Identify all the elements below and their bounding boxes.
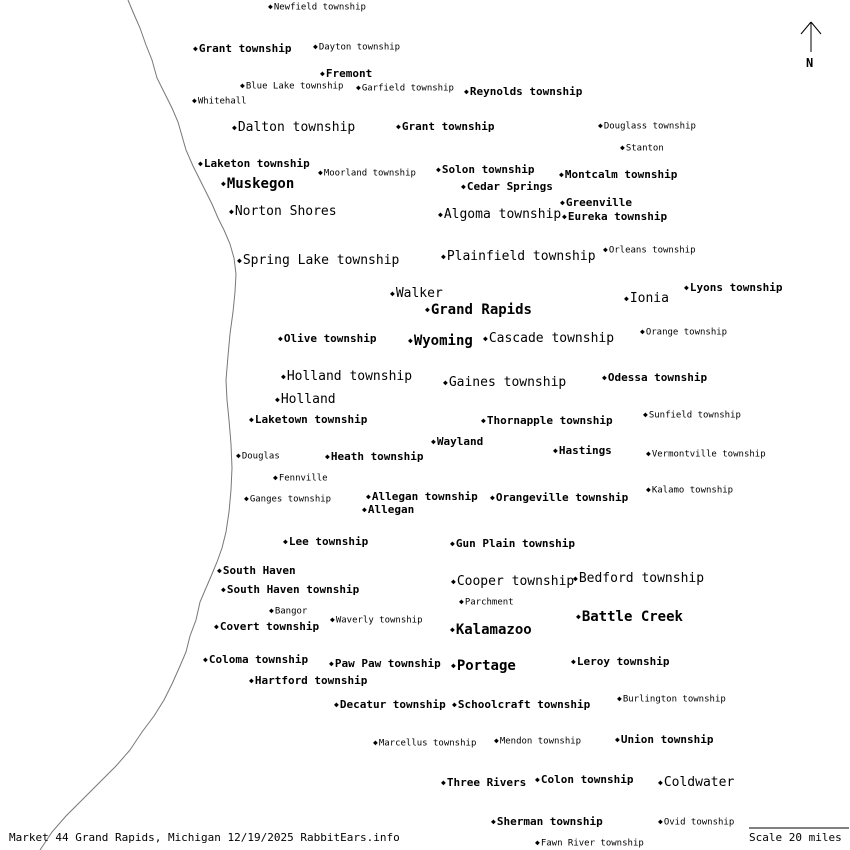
place-marker-icon: ◆ xyxy=(269,606,274,615)
place-label xyxy=(615,734,714,745)
place-label xyxy=(325,451,424,462)
place-name: Douglas xyxy=(241,451,280,462)
place-name: Douglass township xyxy=(603,121,696,132)
place-label xyxy=(373,739,476,749)
place-name: Grant township xyxy=(198,42,292,55)
place-name: Fremont xyxy=(325,67,373,80)
place-marker-icon: ◆ xyxy=(684,283,689,292)
place-label xyxy=(450,538,575,549)
place-marker-icon: ◆ xyxy=(203,655,208,664)
place-marker-icon: ◆ xyxy=(214,622,219,631)
place-name: Plainfield township xyxy=(446,249,596,264)
place-label xyxy=(193,43,292,54)
place-label xyxy=(431,436,483,447)
place-name: Mendon township xyxy=(499,736,582,747)
place-label xyxy=(236,452,280,462)
place-name: Dayton township xyxy=(318,42,401,53)
place-name: Laketown township xyxy=(254,413,368,426)
place-label xyxy=(451,659,516,673)
place-marker-icon: ◆ xyxy=(431,437,436,446)
place-name: South Haven xyxy=(222,564,296,577)
place-name: Coloma township xyxy=(208,653,309,666)
place-label xyxy=(269,607,307,617)
place-label xyxy=(232,121,355,134)
place-marker-icon: ◆ xyxy=(483,333,488,343)
place-marker-icon: ◆ xyxy=(573,573,578,583)
place-marker-icon: ◆ xyxy=(571,657,576,666)
place-label xyxy=(436,164,535,175)
place-label xyxy=(229,205,337,218)
place-name: Gun Plain township xyxy=(455,537,576,550)
place-label xyxy=(573,572,704,585)
place-label xyxy=(658,818,734,828)
place-marker-icon: ◆ xyxy=(450,625,455,634)
place-marker-icon: ◆ xyxy=(598,121,603,130)
place-label xyxy=(249,675,367,686)
place-label xyxy=(329,658,441,669)
place-marker-icon: ◆ xyxy=(198,159,203,168)
place-marker-icon: ◆ xyxy=(356,83,361,92)
place-name: Cedar Springs xyxy=(466,180,553,193)
place-name: Fennville xyxy=(278,473,328,484)
place-label xyxy=(535,839,644,849)
place-name: Cooper township xyxy=(456,574,575,589)
place-label xyxy=(396,121,495,132)
place-label xyxy=(562,211,667,222)
place-name: Montcalm township xyxy=(564,168,678,181)
place-marker-icon: ◆ xyxy=(249,415,254,424)
place-label xyxy=(571,656,670,667)
place-marker-icon: ◆ xyxy=(640,327,645,336)
place-name: Gaines township xyxy=(448,375,567,390)
place-name: Olive township xyxy=(283,332,377,345)
place-name: Eureka township xyxy=(567,210,668,223)
place-name: Orange township xyxy=(645,327,728,338)
place-label xyxy=(459,598,514,608)
place-marker-icon: ◆ xyxy=(624,293,629,303)
place-name: Ganges township xyxy=(249,494,332,505)
place-marker-icon: ◆ xyxy=(553,446,558,455)
place-name: Sunfield township xyxy=(648,410,741,421)
place-label xyxy=(244,495,331,505)
place-marker-icon: ◆ xyxy=(620,143,625,152)
place-marker-icon: ◆ xyxy=(362,505,367,514)
place-marker-icon: ◆ xyxy=(236,451,241,460)
place-name: Greenville xyxy=(565,196,633,209)
place-marker-icon: ◆ xyxy=(459,597,464,606)
place-marker-icon: ◆ xyxy=(658,817,663,826)
place-name: Wayland xyxy=(436,435,484,448)
place-marker-icon: ◆ xyxy=(464,87,469,96)
place-label xyxy=(441,250,596,263)
place-label xyxy=(217,565,296,576)
place-marker-icon: ◆ xyxy=(646,485,651,494)
place-name: Battle Creek xyxy=(581,609,683,625)
place-name: Spring Lake township xyxy=(242,253,400,268)
place-label xyxy=(240,82,343,92)
place-name: Vermontville township xyxy=(651,449,766,460)
place-name: Orleans township xyxy=(608,245,696,256)
place-label xyxy=(237,254,399,267)
map-footer: Market 44 Grand Rapids, Michigan 12/19/2025 RabbitEars.info xyxy=(9,831,400,844)
place-label xyxy=(464,86,582,97)
place-marker-icon: ◆ xyxy=(232,122,237,132)
place-name: Blue Lake township xyxy=(245,81,344,92)
place-name: Odessa township xyxy=(607,371,708,384)
place-marker-icon: ◆ xyxy=(217,566,222,575)
place-marker-icon: ◆ xyxy=(275,394,280,404)
place-marker-icon: ◆ xyxy=(268,2,273,11)
place-marker-icon: ◆ xyxy=(535,775,540,784)
place-name: Newfield township xyxy=(273,2,366,13)
place-label xyxy=(602,372,707,383)
place-label xyxy=(658,776,734,789)
place-label xyxy=(362,504,414,515)
place-label xyxy=(624,292,669,305)
place-name: Holland xyxy=(280,392,336,407)
place-name: Whitehall xyxy=(197,96,247,107)
place-label xyxy=(221,584,359,595)
place-name: Sherman township xyxy=(496,815,603,828)
place-marker-icon: ◆ xyxy=(373,738,378,747)
place-label xyxy=(268,3,366,13)
place-name: Grant township xyxy=(401,120,495,133)
place-marker-icon: ◆ xyxy=(249,676,254,685)
place-label xyxy=(451,575,574,588)
place-marker-icon: ◆ xyxy=(318,168,323,177)
place-marker-icon: ◆ xyxy=(562,212,567,221)
place-name: Schoolcraft township xyxy=(457,698,591,711)
place-name: Covert township xyxy=(219,620,320,633)
place-marker-icon: ◆ xyxy=(244,494,249,503)
place-marker-icon: ◆ xyxy=(646,449,651,458)
place-label xyxy=(684,282,783,293)
place-marker-icon: ◆ xyxy=(425,305,430,314)
place-name: Kalamazoo xyxy=(455,622,532,638)
place-label xyxy=(490,492,628,503)
place-marker-icon: ◆ xyxy=(461,182,466,191)
place-label xyxy=(192,97,247,107)
place-marker-icon: ◆ xyxy=(390,288,395,298)
place-marker-icon: ◆ xyxy=(441,778,446,787)
place-marker-icon: ◆ xyxy=(494,736,499,745)
place-name: Cascade township xyxy=(488,331,615,346)
place-label xyxy=(559,169,677,180)
place-label xyxy=(617,695,726,705)
place-marker-icon: ◆ xyxy=(452,700,457,709)
place-marker-icon: ◆ xyxy=(320,69,325,78)
place-marker-icon: ◆ xyxy=(658,777,663,787)
place-name: Lee township xyxy=(288,535,369,548)
place-name: Hastings xyxy=(558,444,612,457)
place-label xyxy=(366,491,478,502)
place-label xyxy=(313,43,400,53)
scale-label: Scale 20 miles xyxy=(749,831,842,844)
place-marker-icon: ◆ xyxy=(240,81,245,90)
place-name: Allegan xyxy=(367,503,415,516)
place-name: Bedford township xyxy=(578,571,705,586)
place-label xyxy=(390,287,443,300)
place-name: Hartford township xyxy=(254,674,368,687)
place-label xyxy=(598,122,696,132)
place-marker-icon: ◆ xyxy=(334,700,339,709)
place-label xyxy=(425,303,532,317)
place-marker-icon: ◆ xyxy=(481,416,486,425)
place-label xyxy=(283,536,368,547)
place-marker-icon: ◆ xyxy=(325,452,330,461)
place-name: Dalton township xyxy=(237,120,356,135)
place-label xyxy=(461,181,553,192)
place-name: South Haven township xyxy=(226,583,360,596)
place-label xyxy=(438,208,561,221)
place-marker-icon: ◆ xyxy=(643,410,648,419)
place-label xyxy=(318,169,416,179)
place-marker-icon: ◆ xyxy=(273,473,278,482)
place-label xyxy=(640,328,727,338)
place-marker-icon: ◆ xyxy=(229,206,234,216)
place-name: Fawn River township xyxy=(540,838,644,849)
place-name: Allegan township xyxy=(371,490,478,503)
place-marker-icon: ◆ xyxy=(278,334,283,343)
place-label xyxy=(603,246,696,256)
place-label xyxy=(535,774,634,785)
place-marker-icon: ◆ xyxy=(535,838,540,847)
place-name: Wyoming xyxy=(413,333,473,349)
place-label xyxy=(330,616,423,626)
place-name: Lyons township xyxy=(689,281,783,294)
place-name: Leroy township xyxy=(576,655,670,668)
place-marker-icon: ◆ xyxy=(330,615,335,624)
place-name: Parchment xyxy=(464,597,514,608)
place-name: Bangor xyxy=(274,606,308,617)
place-marker-icon: ◆ xyxy=(490,493,495,502)
place-name: Thornapple township xyxy=(486,414,613,427)
place-marker-icon: ◆ xyxy=(237,255,242,265)
place-marker-icon: ◆ xyxy=(221,585,226,594)
place-name: Colon township xyxy=(540,773,634,786)
place-label xyxy=(249,414,367,425)
place-label xyxy=(441,777,526,788)
place-label xyxy=(203,654,308,665)
lake-michigan-shoreline xyxy=(40,0,236,850)
place-label xyxy=(214,621,319,632)
place-label xyxy=(576,610,683,624)
place-marker-icon: ◆ xyxy=(193,44,198,53)
place-label xyxy=(334,699,446,710)
place-name: Solon township xyxy=(441,163,535,176)
place-marker-icon: ◆ xyxy=(617,694,622,703)
place-name: Reynolds township xyxy=(469,85,583,98)
place-label xyxy=(553,445,612,456)
place-name: Algoma township xyxy=(443,207,562,222)
place-label xyxy=(273,474,328,484)
place-marker-icon: ◆ xyxy=(441,251,446,261)
north-arrow xyxy=(801,22,821,52)
place-label xyxy=(198,158,310,169)
place-marker-icon: ◆ xyxy=(436,165,441,174)
place-label xyxy=(646,450,766,460)
place-name: Paw Paw township xyxy=(334,657,441,670)
place-name: Coldwater xyxy=(663,775,735,790)
place-name: Ovid township xyxy=(663,817,735,828)
place-marker-icon: ◆ xyxy=(366,492,371,501)
place-marker-icon: ◆ xyxy=(221,179,226,188)
place-name: Ionia xyxy=(629,291,669,306)
place-name: Kalamo township xyxy=(651,485,734,496)
place-label xyxy=(620,144,664,154)
place-marker-icon: ◆ xyxy=(192,96,197,105)
place-name: Laketon township xyxy=(203,157,310,170)
place-label xyxy=(483,332,614,345)
place-marker-icon: ◆ xyxy=(438,209,443,219)
place-name: Heath township xyxy=(330,450,424,463)
place-name: Stanton xyxy=(625,143,664,154)
place-name: Garfield township xyxy=(361,83,454,94)
place-label xyxy=(443,376,566,389)
place-marker-icon: ◆ xyxy=(560,198,565,207)
place-marker-icon: ◆ xyxy=(450,539,455,548)
place-label xyxy=(408,334,473,348)
place-label xyxy=(452,699,590,710)
place-label xyxy=(643,411,741,421)
place-label xyxy=(356,84,454,94)
place-label xyxy=(221,177,294,191)
place-marker-icon: ◆ xyxy=(451,576,456,586)
place-marker-icon: ◆ xyxy=(491,817,496,826)
north-label: N xyxy=(806,56,814,70)
place-name: Portage xyxy=(456,658,516,674)
place-label xyxy=(560,197,632,208)
place-marker-icon: ◆ xyxy=(602,373,607,382)
place-marker-icon: ◆ xyxy=(559,170,564,179)
place-name: Moorland township xyxy=(323,168,416,179)
place-marker-icon: ◆ xyxy=(408,336,413,345)
place-label xyxy=(278,333,377,344)
place-marker-icon: ◆ xyxy=(396,122,401,131)
place-name: Holland township xyxy=(286,369,413,384)
place-label xyxy=(450,623,532,637)
place-name: Waverly township xyxy=(335,615,423,626)
place-name: Union township xyxy=(620,733,714,746)
place-label xyxy=(494,737,581,747)
place-label xyxy=(281,370,412,383)
place-marker-icon: ◆ xyxy=(313,42,318,51)
place-name: Decatur township xyxy=(339,698,446,711)
place-marker-icon: ◆ xyxy=(281,371,286,381)
place-marker-icon: ◆ xyxy=(329,659,334,668)
place-name: Orangeville township xyxy=(495,491,629,504)
place-marker-icon: ◆ xyxy=(576,612,581,621)
place-label xyxy=(491,816,603,827)
place-label xyxy=(646,486,733,496)
place-name: Marcellus township xyxy=(378,738,477,749)
place-name: Grand Rapids xyxy=(430,302,532,318)
place-marker-icon: ◆ xyxy=(615,735,620,744)
place-name: Three Rivers xyxy=(446,776,527,789)
place-name: Muskegon xyxy=(226,176,295,192)
place-label xyxy=(481,415,613,426)
place-marker-icon: ◆ xyxy=(443,377,448,387)
place-marker-icon: ◆ xyxy=(283,537,288,546)
place-marker-icon: ◆ xyxy=(451,661,456,670)
place-label xyxy=(320,68,372,79)
place-name: Walker xyxy=(395,286,443,301)
place-name: Norton Shores xyxy=(234,204,337,219)
place-name: Burlington township xyxy=(622,694,726,705)
place-label xyxy=(275,393,336,406)
place-marker-icon: ◆ xyxy=(603,245,608,254)
